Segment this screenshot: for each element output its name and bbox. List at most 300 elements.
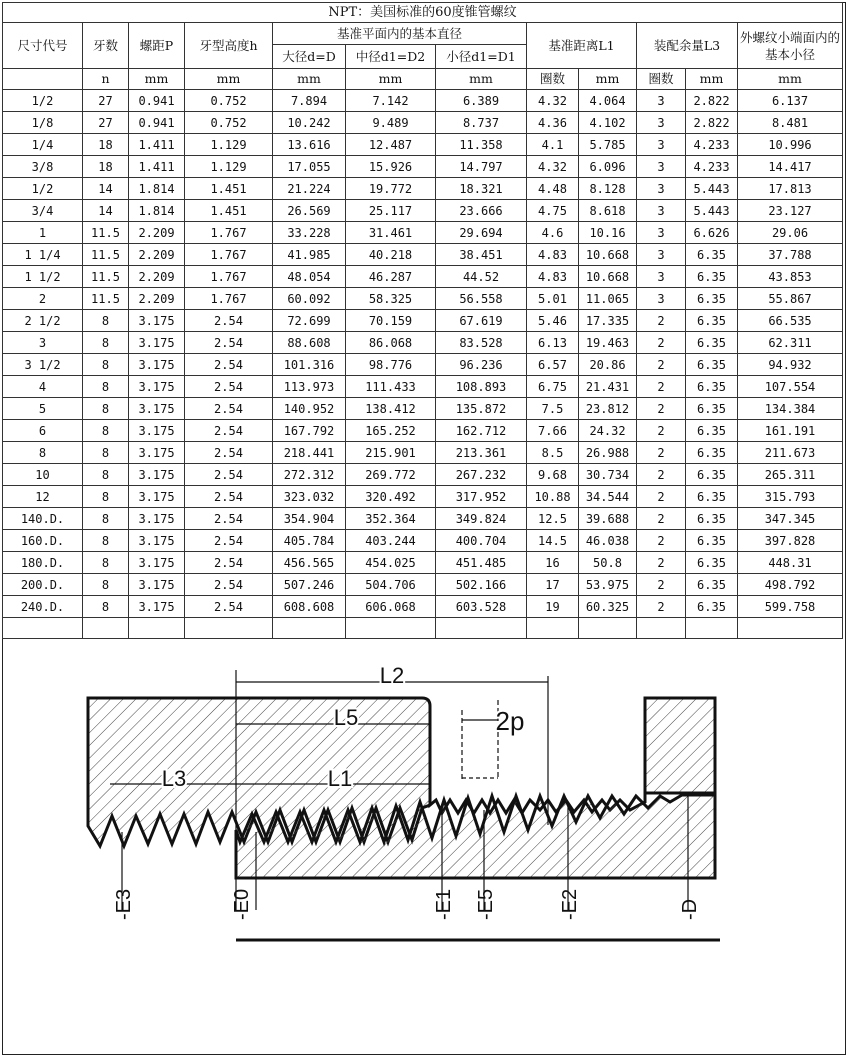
table-cell: 2 bbox=[637, 508, 686, 530]
table-cell: 10.668 bbox=[579, 244, 637, 266]
table-cell: 3.175 bbox=[129, 354, 185, 376]
table-cell: 1/2 bbox=[3, 90, 83, 112]
table-cell: 6.096 bbox=[579, 156, 637, 178]
table-cell: 6.75 bbox=[527, 376, 579, 398]
unit-cell: mm bbox=[346, 69, 436, 90]
table-cell: 456.565 bbox=[273, 552, 346, 574]
table-cell: 17.055 bbox=[273, 156, 346, 178]
table-row bbox=[3, 332, 843, 354]
label-E0: -E0 bbox=[231, 888, 253, 920]
unit-cell: 圈数 bbox=[637, 69, 686, 90]
table-cell: 12 bbox=[3, 486, 83, 508]
table-cell: 2 bbox=[637, 574, 686, 596]
table-title: NPT：美国标准的60度锥管螺纹 bbox=[3, 3, 843, 23]
table-cell: 6.35 bbox=[686, 464, 738, 486]
label-L1: L1 bbox=[327, 766, 353, 791]
table-cell: 6.35 bbox=[686, 266, 738, 288]
table-cell: 4.6 bbox=[527, 222, 579, 244]
table-cell: 2.54 bbox=[185, 376, 273, 398]
table-cell: 8 bbox=[83, 508, 129, 530]
table-cell: 53.975 bbox=[579, 574, 637, 596]
table-cell: 2 bbox=[637, 486, 686, 508]
table-row bbox=[3, 222, 843, 244]
header-l3: 装配余量L3 bbox=[637, 23, 738, 69]
table-row bbox=[3, 596, 843, 618]
table-cell: 161.191 bbox=[738, 420, 843, 442]
table-cell: 6.35 bbox=[686, 244, 738, 266]
table-cell: 8 bbox=[83, 354, 129, 376]
table-cell: 1/4 bbox=[3, 134, 83, 156]
table-cell: 3/4 bbox=[3, 200, 83, 222]
table-cell: 1.129 bbox=[185, 156, 273, 178]
table-cell: 354.904 bbox=[273, 508, 346, 530]
table-cell: 8 bbox=[83, 530, 129, 552]
table-cell: 9.489 bbox=[346, 112, 436, 134]
table-cell: 603.528 bbox=[436, 596, 527, 618]
table-cell: 37.788 bbox=[738, 244, 843, 266]
table-cell: 6.35 bbox=[686, 486, 738, 508]
table-cell: 347.345 bbox=[738, 508, 843, 530]
unit-cell: mm bbox=[185, 69, 273, 90]
table-cell: 5.443 bbox=[686, 200, 738, 222]
table-cell: 40.218 bbox=[346, 244, 436, 266]
table-cell: 8 bbox=[83, 574, 129, 596]
table-cell: 4.1 bbox=[527, 134, 579, 156]
table-cell: 2 bbox=[3, 288, 83, 310]
table-cell: 504.706 bbox=[346, 574, 436, 596]
table-cell: 46.038 bbox=[579, 530, 637, 552]
table-cell: 599.758 bbox=[738, 596, 843, 618]
table-cell: 2 bbox=[637, 398, 686, 420]
label-D: -D bbox=[679, 898, 701, 920]
table-cell: 6.35 bbox=[686, 596, 738, 618]
table-cell: 3.175 bbox=[129, 574, 185, 596]
table-cell: 7.142 bbox=[346, 90, 436, 112]
table-cell: 4.064 bbox=[579, 90, 637, 112]
table-cell: 8 bbox=[83, 420, 129, 442]
table-cell: 2.54 bbox=[185, 354, 273, 376]
table-cell: 2 bbox=[637, 442, 686, 464]
table-cell: 2.54 bbox=[185, 596, 273, 618]
table-cell: 26.988 bbox=[579, 442, 637, 464]
table-cell: 5.01 bbox=[527, 288, 579, 310]
table-cell: 2.54 bbox=[185, 420, 273, 442]
table-cell: 11.5 bbox=[83, 288, 129, 310]
unit-cell: mm bbox=[738, 69, 843, 90]
table-cell: 48.054 bbox=[273, 266, 346, 288]
label-E2: -E2 bbox=[559, 888, 581, 920]
label-E5: -E5 bbox=[475, 888, 497, 920]
table-cell: 15.926 bbox=[346, 156, 436, 178]
unit-blank bbox=[3, 69, 83, 90]
table-cell: 8 bbox=[83, 552, 129, 574]
table-cell: 4.83 bbox=[527, 244, 579, 266]
table-cell: 2 bbox=[637, 420, 686, 442]
table-cell: 2.54 bbox=[185, 332, 273, 354]
table-cell: 4.36 bbox=[527, 112, 579, 134]
table-cell: 2.54 bbox=[185, 464, 273, 486]
table-cell: 2 bbox=[637, 464, 686, 486]
table-cell: 3 bbox=[637, 222, 686, 244]
table-body bbox=[3, 90, 843, 618]
table-cell: 3.175 bbox=[129, 596, 185, 618]
table-cell: 46.287 bbox=[346, 266, 436, 288]
table-cell: 3.175 bbox=[129, 508, 185, 530]
table-cell: 3 bbox=[3, 332, 83, 354]
table-cell: 3 bbox=[637, 244, 686, 266]
table-cell: 323.032 bbox=[273, 486, 346, 508]
table-cell: 403.244 bbox=[346, 530, 436, 552]
table-row bbox=[3, 464, 843, 486]
table-cell: 1 1/2 bbox=[3, 266, 83, 288]
table-row bbox=[3, 266, 843, 288]
table-cell: 20.86 bbox=[579, 354, 637, 376]
table-cell: 11.358 bbox=[436, 134, 527, 156]
table-cell: 180.D. bbox=[3, 552, 83, 574]
table-row bbox=[3, 200, 843, 222]
table-cell: 3.175 bbox=[129, 420, 185, 442]
table-cell: 29.694 bbox=[436, 222, 527, 244]
unit-cell: mm bbox=[129, 69, 185, 90]
table-cell: 1.451 bbox=[185, 200, 273, 222]
table-cell: 43.853 bbox=[738, 266, 843, 288]
table-cell: 405.784 bbox=[273, 530, 346, 552]
header-pitch: 螺距P bbox=[129, 23, 185, 69]
label-2p: 2p bbox=[495, 706, 525, 736]
table-cell: 608.608 bbox=[273, 596, 346, 618]
table-cell: 4 bbox=[3, 376, 83, 398]
table-cell: 1.767 bbox=[185, 244, 273, 266]
table-cell: 2.54 bbox=[185, 310, 273, 332]
unit-cell: mm bbox=[579, 69, 637, 90]
label-L5: L5 bbox=[333, 705, 359, 730]
table-cell: 6.35 bbox=[686, 332, 738, 354]
table-cell: 400.704 bbox=[436, 530, 527, 552]
table-row bbox=[3, 178, 843, 200]
table-cell: 55.867 bbox=[738, 288, 843, 310]
table-cell: 1 1/4 bbox=[3, 244, 83, 266]
table-cell: 3.175 bbox=[129, 552, 185, 574]
table-cell: 23.127 bbox=[738, 200, 843, 222]
table-cell: 2.54 bbox=[185, 398, 273, 420]
table-cell: 200.D. bbox=[3, 574, 83, 596]
table-cell: 397.828 bbox=[738, 530, 843, 552]
table-cell: 67.619 bbox=[436, 310, 527, 332]
table-cell: 56.558 bbox=[436, 288, 527, 310]
table-cell: 3.175 bbox=[129, 530, 185, 552]
table-cell: 2.54 bbox=[185, 486, 273, 508]
table-cell: 0.752 bbox=[185, 90, 273, 112]
table-cell: 60.092 bbox=[273, 288, 346, 310]
table-cell: 10.16 bbox=[579, 222, 637, 244]
table-cell: 240.D. bbox=[3, 596, 83, 618]
table-cell: 8 bbox=[83, 464, 129, 486]
table-cell: 6.35 bbox=[686, 354, 738, 376]
table-cell: 8 bbox=[83, 596, 129, 618]
table-cell: 66.535 bbox=[738, 310, 843, 332]
table-cell: 1.767 bbox=[185, 266, 273, 288]
table-cell: 8.481 bbox=[738, 112, 843, 134]
table-cell: 2 bbox=[637, 310, 686, 332]
table-cell: 3 bbox=[637, 156, 686, 178]
table-cell: 3 bbox=[637, 288, 686, 310]
table-cell: 39.688 bbox=[579, 508, 637, 530]
table-cell: 3 bbox=[637, 112, 686, 134]
table-cell: 215.901 bbox=[346, 442, 436, 464]
table-row bbox=[3, 354, 843, 376]
table-cell: 2 bbox=[637, 552, 686, 574]
table-cell: 3.175 bbox=[129, 464, 185, 486]
table-cell: 317.952 bbox=[436, 486, 527, 508]
table-cell: 6.35 bbox=[686, 420, 738, 442]
table-cell: 31.461 bbox=[346, 222, 436, 244]
table-cell: 44.52 bbox=[436, 266, 527, 288]
table-cell: 58.325 bbox=[346, 288, 436, 310]
table-cell: 8 bbox=[83, 310, 129, 332]
header-small-end: 外螺纹小端面内的基本小径 bbox=[738, 23, 843, 69]
npt-thread-table bbox=[2, 2, 843, 639]
table-cell: 140.952 bbox=[273, 398, 346, 420]
header-tpi: 牙数 bbox=[83, 23, 129, 69]
table-cell: 507.246 bbox=[273, 574, 346, 596]
table-cell: 3.175 bbox=[129, 310, 185, 332]
table-cell: 30.734 bbox=[579, 464, 637, 486]
table-cell: 1.411 bbox=[129, 156, 185, 178]
table-cell: 24.32 bbox=[579, 420, 637, 442]
table-cell: 19.772 bbox=[346, 178, 436, 200]
label-L2: L2 bbox=[379, 663, 405, 688]
table-cell: 10 bbox=[3, 464, 83, 486]
table-cell: 160.D. bbox=[3, 530, 83, 552]
table-row bbox=[3, 486, 843, 508]
table-cell: 3 1/2 bbox=[3, 354, 83, 376]
table-cell: 6.35 bbox=[686, 442, 738, 464]
table-cell: 1.411 bbox=[129, 134, 185, 156]
unit-cell: mm bbox=[436, 69, 527, 90]
table-row bbox=[3, 574, 843, 596]
table-cell: 165.252 bbox=[346, 420, 436, 442]
table-cell: 2.209 bbox=[129, 222, 185, 244]
table-cell: 0.941 bbox=[129, 112, 185, 134]
table-cell: 8.737 bbox=[436, 112, 527, 134]
table-cell: 11.065 bbox=[579, 288, 637, 310]
table-cell: 34.544 bbox=[579, 486, 637, 508]
table-cell: 4.102 bbox=[579, 112, 637, 134]
table-cell: 218.441 bbox=[273, 442, 346, 464]
table-cell: 320.492 bbox=[346, 486, 436, 508]
table-cell: 8 bbox=[3, 442, 83, 464]
table-cell: 11.5 bbox=[83, 222, 129, 244]
table-cell: 96.236 bbox=[436, 354, 527, 376]
table-cell: 4.75 bbox=[527, 200, 579, 222]
table-cell: 17.813 bbox=[738, 178, 843, 200]
table-row bbox=[3, 420, 843, 442]
table-cell: 6.35 bbox=[686, 530, 738, 552]
table-cell: 107.554 bbox=[738, 376, 843, 398]
table-cell: 2.54 bbox=[185, 442, 273, 464]
table-cell: 1.814 bbox=[129, 200, 185, 222]
table-cell: 2 1/2 bbox=[3, 310, 83, 332]
table-cell: 1/2 bbox=[3, 178, 83, 200]
table-cell: 6 bbox=[3, 420, 83, 442]
header-size: 尺寸代号 bbox=[3, 23, 83, 69]
table-row bbox=[3, 398, 843, 420]
table-cell: 4.48 bbox=[527, 178, 579, 200]
table-cell: 138.412 bbox=[346, 398, 436, 420]
table-cell: 108.893 bbox=[436, 376, 527, 398]
table-cell: 3.175 bbox=[129, 442, 185, 464]
table-cell: 5.443 bbox=[686, 178, 738, 200]
table-cell: 1.767 bbox=[185, 288, 273, 310]
table-cell: 2.54 bbox=[185, 552, 273, 574]
table-cell: 2 bbox=[637, 596, 686, 618]
table-cell: 1.814 bbox=[129, 178, 185, 200]
table-row bbox=[3, 90, 843, 112]
table-cell: 3 bbox=[637, 200, 686, 222]
table-row bbox=[3, 244, 843, 266]
table-cell: 606.068 bbox=[346, 596, 436, 618]
table-cell: 352.364 bbox=[346, 508, 436, 530]
table-cell: 6.35 bbox=[686, 574, 738, 596]
table-cell: 25.117 bbox=[346, 200, 436, 222]
table-cell: 18 bbox=[83, 134, 129, 156]
table-cell: 3.175 bbox=[129, 398, 185, 420]
table-cell: 10.996 bbox=[738, 134, 843, 156]
table-cell: 14.797 bbox=[436, 156, 527, 178]
table-cell: 7.5 bbox=[527, 398, 579, 420]
table-cell: 70.159 bbox=[346, 310, 436, 332]
table-cell: 6.35 bbox=[686, 310, 738, 332]
table-cell: 272.312 bbox=[273, 464, 346, 486]
table-cell: 134.384 bbox=[738, 398, 843, 420]
table-cell: 267.232 bbox=[436, 464, 527, 486]
table-cell: 26.569 bbox=[273, 200, 346, 222]
table-cell: 6.626 bbox=[686, 222, 738, 244]
table-row bbox=[3, 508, 843, 530]
table-cell: 2.209 bbox=[129, 288, 185, 310]
table-row bbox=[3, 288, 843, 310]
table-cell: 14 bbox=[83, 200, 129, 222]
table-cell: 349.824 bbox=[436, 508, 527, 530]
table-cell: 2.209 bbox=[129, 266, 185, 288]
table-row bbox=[3, 310, 843, 332]
table-cell: 16 bbox=[527, 552, 579, 574]
table-cell: 6.137 bbox=[738, 90, 843, 112]
table-cell: 8 bbox=[83, 376, 129, 398]
table-row bbox=[3, 552, 843, 574]
header-major: 大径d=D bbox=[273, 45, 346, 69]
table-cell: 94.932 bbox=[738, 354, 843, 376]
table-cell: 17.335 bbox=[579, 310, 637, 332]
table-cell: 19.463 bbox=[579, 332, 637, 354]
table-cell: 10.668 bbox=[579, 266, 637, 288]
header-height: 牙型高度h bbox=[185, 23, 273, 69]
table-cell: 5 bbox=[3, 398, 83, 420]
table-cell: 86.068 bbox=[346, 332, 436, 354]
header-basic-diameter: 基准平面内的基本直径 bbox=[273, 23, 527, 45]
table-cell: 5.785 bbox=[579, 134, 637, 156]
table-cell: 23.666 bbox=[436, 200, 527, 222]
table-cell: 2.54 bbox=[185, 508, 273, 530]
table-cell: 167.792 bbox=[273, 420, 346, 442]
table-cell: 3 bbox=[637, 178, 686, 200]
table-cell: 2.54 bbox=[185, 574, 273, 596]
table-cell: 1.451 bbox=[185, 178, 273, 200]
table-cell: 6.13 bbox=[527, 332, 579, 354]
table-cell: 6.35 bbox=[686, 508, 738, 530]
table-cell: 111.433 bbox=[346, 376, 436, 398]
table-cell: 14 bbox=[83, 178, 129, 200]
table-cell: 27 bbox=[83, 112, 129, 134]
table-cell: 14.417 bbox=[738, 156, 843, 178]
label-E3: -E3 bbox=[113, 888, 135, 920]
table-cell: 21.431 bbox=[579, 376, 637, 398]
table-cell: 162.712 bbox=[436, 420, 527, 442]
table-cell: 3.175 bbox=[129, 376, 185, 398]
header-pitch-diameter: 中径d1=D2 bbox=[346, 45, 436, 69]
table-cell: 83.528 bbox=[436, 332, 527, 354]
table-cell: 60.325 bbox=[579, 596, 637, 618]
table-cell: 3.175 bbox=[129, 332, 185, 354]
table-cell: 8 bbox=[83, 332, 129, 354]
table-cell: 2.822 bbox=[686, 112, 738, 134]
table-cell: 7.894 bbox=[273, 90, 346, 112]
unit-cell: 圈数 bbox=[527, 69, 579, 90]
header-l1: 基准距离L1 bbox=[527, 23, 637, 69]
table-cell: 269.772 bbox=[346, 464, 436, 486]
unit-cell: mm bbox=[686, 69, 738, 90]
table-cell: 2 bbox=[637, 354, 686, 376]
table-cell: 6.35 bbox=[686, 552, 738, 574]
table-cell: 62.311 bbox=[738, 332, 843, 354]
table-cell: 113.973 bbox=[273, 376, 346, 398]
table-cell: 8.128 bbox=[579, 178, 637, 200]
unit-cell: mm bbox=[273, 69, 346, 90]
empty-row bbox=[3, 618, 843, 639]
table-cell: 265.311 bbox=[738, 464, 843, 486]
table-cell: 0.941 bbox=[129, 90, 185, 112]
table-cell: 1/8 bbox=[3, 112, 83, 134]
table-cell: 17 bbox=[527, 574, 579, 596]
table-cell: 213.361 bbox=[436, 442, 527, 464]
table-cell: 454.025 bbox=[346, 552, 436, 574]
table-cell: 101.316 bbox=[273, 354, 346, 376]
table-cell: 2 bbox=[637, 530, 686, 552]
table-cell: 498.792 bbox=[738, 574, 843, 596]
table-cell: 6.35 bbox=[686, 398, 738, 420]
table-cell: 3 bbox=[637, 266, 686, 288]
table-cell: 2.54 bbox=[185, 530, 273, 552]
table-cell: 4.233 bbox=[686, 156, 738, 178]
table-cell: 4.32 bbox=[527, 156, 579, 178]
table-cell: 88.608 bbox=[273, 332, 346, 354]
table-row bbox=[3, 134, 843, 156]
table-row bbox=[3, 530, 843, 552]
table-cell: 3/8 bbox=[3, 156, 83, 178]
table-cell: 0.752 bbox=[185, 112, 273, 134]
table-cell: 140.D. bbox=[3, 508, 83, 530]
table-cell: 19 bbox=[527, 596, 579, 618]
table-cell: 135.872 bbox=[436, 398, 527, 420]
table-cell: 448.31 bbox=[738, 552, 843, 574]
table-cell: 8 bbox=[83, 486, 129, 508]
table-cell: 451.485 bbox=[436, 552, 527, 574]
table-cell: 8.5 bbox=[527, 442, 579, 464]
table-row bbox=[3, 156, 843, 178]
table-cell: 14.5 bbox=[527, 530, 579, 552]
table-row bbox=[3, 376, 843, 398]
unit-cell: n bbox=[83, 69, 129, 90]
